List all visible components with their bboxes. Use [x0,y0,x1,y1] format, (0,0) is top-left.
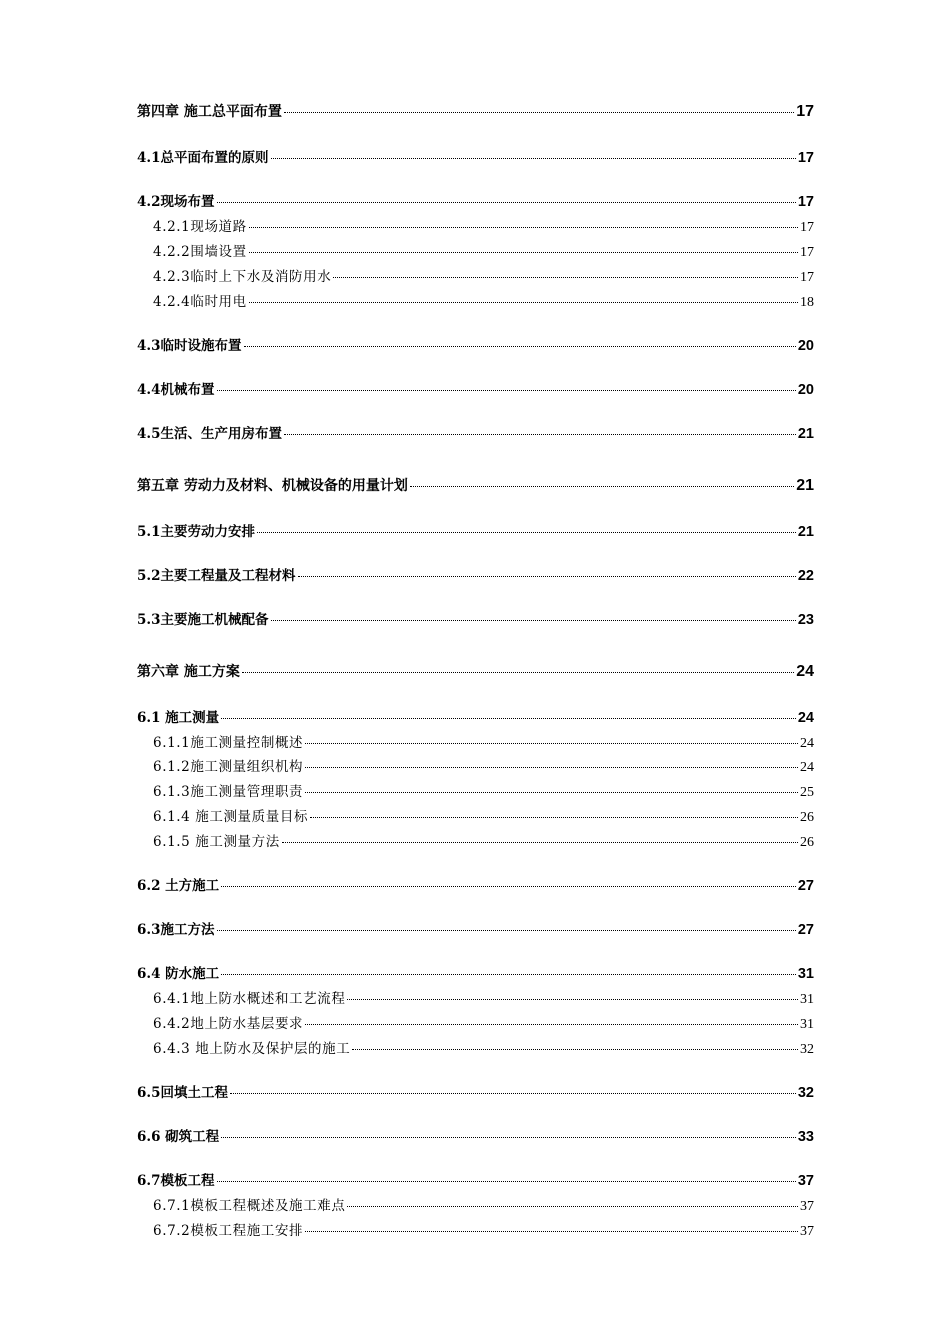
toc-title: 6.4.1地上防水概述和工艺流程 [153,991,346,1007]
toc-chapter[interactable] [137,661,814,681]
leader-dots [249,227,798,228]
toc-title: 6.1.3施工测量管理职责 [153,784,304,800]
toc-title: 4.2.2围墙设置 [153,244,247,260]
toc-section[interactable] [137,146,814,166]
toc-page-number: 26 [800,810,814,825]
toc-section[interactable] [137,706,814,726]
toc-section[interactable] [137,962,814,982]
toc-page-number: 17 [800,220,814,235]
toc-subsection[interactable] [153,780,814,801]
toc-page-number: 27 [797,878,814,894]
leader-dots [305,1024,798,1025]
toc-page-number: 21 [797,426,814,442]
toc-page-number: 32 [797,1085,814,1101]
toc-title: 6.3施工方法 [137,922,215,938]
toc-section[interactable] [137,918,814,938]
leader-dots [305,743,798,744]
leader-dots [249,252,798,253]
leader-dots [242,672,794,673]
toc-title: 5.2主要工程量及工程材料 [137,568,296,584]
toc-title: 6.1.2施工测量组织机构 [153,759,304,775]
toc-page-number: 20 [797,338,814,354]
leader-dots [221,718,796,719]
toc-page-number: 25 [800,785,814,800]
toc-title: 4.2.4临时用电 [153,294,247,310]
toc-section[interactable] [137,190,814,210]
toc-title: 5.3主要施工机械配备 [137,612,269,628]
toc-section[interactable] [137,1081,814,1101]
leader-dots [271,158,796,159]
leader-dots [305,792,798,793]
leader-dots [305,767,798,768]
toc-page-number: 27 [797,922,814,938]
toc-title: 6.1.5 施工测量方法 [153,834,280,850]
toc-page-number: 22 [797,568,814,584]
toc-subsection[interactable] [153,1219,814,1240]
toc-page-number: 24 [800,760,814,775]
toc-page-number: 24 [800,736,814,751]
toc-page-number: 37 [800,1199,814,1214]
leader-dots [244,346,796,347]
leader-dots [221,886,796,887]
toc-title: 6.7模板工程 [137,1173,215,1189]
toc-title: 4.4机械布置 [137,382,215,398]
toc-page-number: 17 [800,270,814,285]
toc-page-number: 20 [797,382,814,398]
toc-title: 6.1 施工测量 [137,710,220,726]
toc-title: 4.1总平面布置的原则 [137,150,269,166]
toc-subsection[interactable] [153,830,814,851]
toc-title: 6.1.1施工测量控制概述 [153,735,304,751]
leader-dots [410,486,794,487]
toc-title: 4.3临时设施布置 [137,338,242,354]
leader-dots [249,302,798,303]
leader-dots [284,434,796,435]
toc-page-number: 37 [797,1173,814,1189]
toc-title: 4.2.1现场道路 [153,219,247,235]
leader-dots [230,1093,796,1094]
toc-subsection[interactable] [153,240,814,261]
leader-dots [347,999,798,1000]
toc-subsection[interactable] [153,805,814,826]
leader-dots [282,842,798,843]
toc-subsection[interactable] [153,1037,814,1058]
leader-dots [333,277,798,278]
leader-dots [298,576,796,577]
leader-dots [310,817,798,818]
toc-page-number: 17 [800,245,814,260]
toc-title: 第四章 施工总平面布置 [137,104,282,120]
toc-chapter[interactable] [137,475,814,495]
toc-title: 6.7.1模板工程概述及施工难点 [153,1198,346,1214]
toc-page-number: 18 [800,295,814,310]
toc-subsection[interactable] [153,987,814,1008]
leader-dots [221,1137,796,1138]
toc-page-number: 21 [796,477,814,494]
toc-page-number: 33 [797,1129,814,1145]
toc-subsection[interactable] [153,755,814,776]
toc-page-number: 32 [800,1042,814,1057]
leader-dots [217,930,796,931]
toc-section[interactable] [137,1169,814,1189]
leader-dots [217,390,796,391]
leader-dots [347,1206,798,1207]
leader-dots [305,1231,798,1232]
toc-title: 6.4 防水施工 [137,966,220,982]
toc-page-number: 24 [797,710,814,726]
toc-title: 6.4.3 地上防水及保护层的施工 [153,1041,351,1057]
toc-section[interactable] [137,608,814,628]
toc-section[interactable] [137,422,814,442]
leader-dots [271,620,796,621]
toc-section[interactable] [137,564,814,584]
toc-section[interactable] [137,520,814,540]
toc-page-number: 31 [800,992,814,1007]
toc-page-number: 21 [797,524,814,540]
toc-subsection[interactable] [153,290,814,311]
toc-title: 4.5生活、生产用房布置 [137,426,282,442]
toc-title: 6.2 土方施工 [137,878,220,894]
toc-subsection[interactable] [153,1012,814,1033]
toc-subsection[interactable] [153,1194,814,1215]
toc-page-number: 23 [797,612,814,628]
toc-page-number: 26 [800,835,814,850]
leader-dots [257,532,796,533]
leader-dots [284,112,794,113]
toc-subsection[interactable] [153,731,814,752]
toc-page-number: 31 [800,1017,814,1032]
toc-title: 6.1.4 施工测量质量目标 [153,809,309,825]
toc-title: 6.7.2模板工程施工安排 [153,1223,304,1239]
toc-title: 第六章 施工方案 [137,664,240,680]
toc-page-number: 17 [797,194,814,210]
toc-title: 6.5回填土工程 [137,1085,228,1101]
leader-dots [352,1049,798,1050]
toc-subsection[interactable] [153,215,814,236]
toc-page-number: 24 [796,663,814,680]
toc-page-number: 31 [797,966,814,982]
toc-title: 6.6 砌筑工程 [137,1129,220,1145]
leader-dots [217,1181,796,1182]
toc-section[interactable] [137,334,814,354]
leader-dots [217,202,796,203]
toc-chapter[interactable] [137,101,814,121]
toc-title: 4.2现场布置 [137,194,215,210]
toc-subsection[interactable] [153,265,814,286]
toc-section[interactable] [137,1125,814,1145]
toc-section[interactable] [137,378,814,398]
toc-title: 4.2.3临时上下水及消防用水 [153,269,332,285]
toc-page-number: 17 [796,103,814,120]
toc-section[interactable] [137,874,814,894]
toc-page-number: 37 [800,1224,814,1239]
toc-title: 第五章 劳动力及材料、机械设备的用量计划 [137,478,408,494]
toc-title: 6.4.2地上防水基层要求 [153,1016,304,1032]
leader-dots [221,974,796,975]
toc-page-number: 17 [797,150,814,166]
toc-title: 5.1主要劳动力安排 [137,524,255,540]
